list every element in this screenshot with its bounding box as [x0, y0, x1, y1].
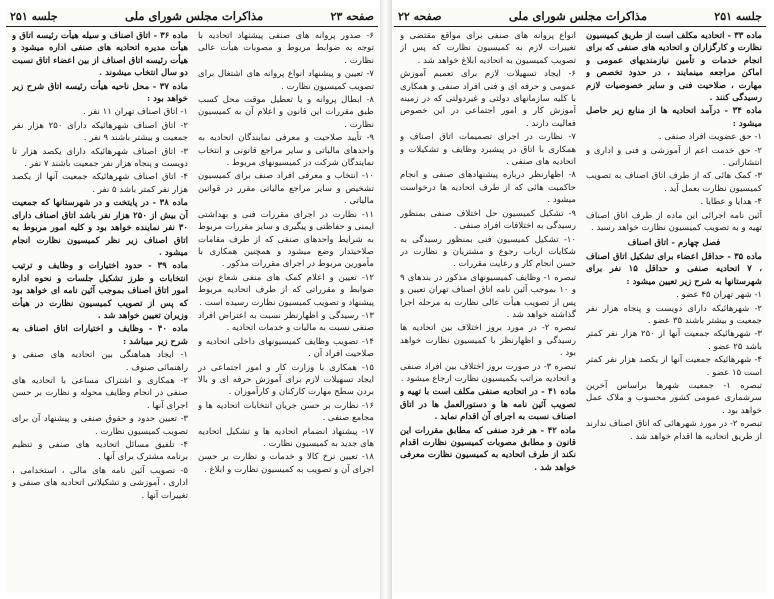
right-page [394, 8, 766, 593]
text-paragraph: ۱۷- پیشنهاد انضمام اتحادیه ها و تشکیل اتحادیه های جدید به کمیسیون نظارت . [198, 426, 374, 449]
book-gutter [380, 0, 392, 599]
text-paragraph: ۱۶- نظارت بر حسن جریان انتخابات اتحادیه ها و مجامع صنفی . [198, 400, 374, 424]
text-paragraph: ۱۱- نظارت در اجرای مقررات فنی و بهداشتی ایمنی و حفاظتی و پیگیری و سایر مقررات مربوط به شرایط واحدهای صنفی که از طرف مقامات صلاحیتدار وضع میشود و همچنین همکاری با مأمورین مربوط در اجرای مقررات مذکور . [198, 209, 374, 270]
text-paragraph: ۱- ایجاد هماهنگی بین اتحادیه های صنفی و راهنمائی صنوف . [12, 350, 188, 373]
text-paragraph: ۱- اتاق اصناف تهران ۱۱ نفر . [82, 107, 188, 118]
text-paragraph: تبصره ۱- وظایف کمیسیونهای مذکور در بندهای ۹ و ۱۰ بموجب آئین نامه اتاق اصناف تهران تعیین و پس از تصویب هیأت عالی نظارت به مرحله اجرا گذاشته خواهد شد . [400, 272, 576, 320]
text-paragraph: ۵- تصویب آئین نامه های مالی ، استخدامی ، اداری ، آموزشی و تشکیلاتی اتحادیه های صنفی و تغییرات آنها . [12, 465, 188, 501]
left-page-column-1 [198, 30, 374, 593]
text-paragraph: ۳- شهرهائیکه جمعیت آنها از ۲۵۰ هزار نفر کمتر باشد ۲۵ عضو . [586, 329, 762, 352]
text-paragraph: آئین نامه اجرائی این ماده از طرف اتاق اصناف تهیه و به تصویب کمیسیون نظارت خواهد رسید . [586, 210, 762, 234]
text-paragraph: ۷- نظارت در اجرای تصمیمات اتاق اصناف و همکاری با اتاق در پیشبرد وظایف و تشکیلات و اتحادیه های صنفی . [400, 132, 576, 168]
article-paragraph: ماده ۴۲ - هر فرد صنفی که مطابق مقررات این قانون و مطابق مصوبات کمیسیون نظارت اقدام نکند از طرف اتحادیه به کمیسیون نظارت معرفی خواهد شد . [400, 425, 576, 473]
article-paragraph: ماده ۳۴ - درآمد اتحادیه ها از منابع زیر حاصل میشود : [586, 106, 762, 129]
text-paragraph: ۳- کمک هائی که از طرف اتاق اصناف به تصویب کمیسیون نظارت بعمل آید . [586, 171, 762, 194]
article-paragraph: ماده ۳۶ - اتاق اصناف و سیله هیأت رئیسه اتاق و هیأت مدیره اتحادیه های صنفی اداره میشود و هیأت رئیسه اتاق اصناف از بین اعضاء اتاق نسبت دو سال انتخاب میشوند . [12, 31, 188, 79]
text-paragraph: ۲- شهرهائیکه دارای دویست و پنجاه هزار نفر جمعیت و بیشتر باشند ۳۵ عضو . [586, 303, 762, 326]
right-page-column-1 [586, 30, 762, 593]
left-page-header [6, 8, 378, 27]
right-page-number: صفحه ۲۲ [398, 9, 442, 23]
right-page-header [394, 8, 766, 27]
left-session-label: جلسه ۲۵۱ [10, 9, 58, 23]
text-paragraph: ۳- اتاق اصناف شهرهائیکه دارای یکصد هزار تا دویست و پنجاه هزار نفر جمعیت باشند ۷ نفر . [12, 146, 188, 170]
section-heading: فصل چهارم - اتاق اصناف [627, 237, 721, 248]
text-paragraph: ۱۰- انتخاب و معرفی افراد صنف برای کمیسیون تشخیص و سایر مراجع مالیاتی مقرر در قوانین مالیاتی . [198, 171, 374, 207]
article-paragraph: ماده ۳۵ - حداقل اعضاء برای تشکیل اتاق اصناف ، ۷ اتحادیه صنفی و حداقل ۱۵ نفر برای شهرستانها به شرح زیر تعیین میشود : [586, 251, 762, 287]
article-paragraph: ماده ۳۳ - اتحادیه مکلف است از طریق کمیسیون نظارت و کارگزاران و اتحادیه های صنفی که برای انجام خدمات و تأمین نیازمندیهای عمومی و اماکن مراجعه مینمایند ، در حدود تخصص و مهارت ، صلاحیت فنی و سایر خصوصیات لازم رسیدگی کنند . [586, 31, 762, 104]
text-paragraph: تبصره ۱- جمعیت شهرها براساس آخرین سرشماری عمومی کشور محسوب و ملاک عمل خواهد بود . [586, 380, 762, 416]
text-paragraph: ۴- اتاق اصناف شهرهائیکه جمعیت آنها از یکصد هزار نفر کمتر باشد ۵ نفر . [12, 172, 188, 195]
left-page-columns [6, 30, 378, 593]
text-paragraph: ۲- همکاری و اشتراک مساعی با اتحادیه های صنفی در انجام وظایف محوله و نظارت بر حسن اجرای آنها . [12, 375, 188, 411]
text-paragraph: تبصره ۲- در مورد بروز اختلاف بین اتحادیه ها رسیدگی و اظهارنظر با کمیسیون نظارت خواهد بود . [400, 323, 576, 359]
right-page-column-2 [400, 30, 576, 593]
text-paragraph: ۲- اتاق اصناف شهرهائیکه دارای ۲۵۰ هزار نفر جمعیت و بیشتر باشند ۹ نفر . [12, 120, 188, 144]
text-paragraph: ۷- تعیین و پیشنهاد انواع پروانه های اشتغال برای تصویب کمیسیون نظارت . [198, 69, 374, 92]
text-paragraph: ۱- شهر تهران ۴۵ عضو . [676, 290, 762, 301]
text-paragraph: ۸- اظهارنظر درباره پیشنهادهای صنفی و انجام حاکمیت هائی که از طرف اتحادیه ها درخواست میشود . [400, 170, 576, 206]
article-paragraph: ماده ۳۸ - در پایتخت و در شهرستانها که جمعیت آن بیش از ۲۵۰ هزار نفر باشد اتاق اصناف دارای ۳۰ نفر نماینده خواهد بود و کلیه امور مربوط به اتاق اصناف زیر نظر کمیسیون نظارت انجام میشود . [12, 198, 188, 258]
article-paragraph: ماده ۴۱ - در اتحادیه صنفی مکلف است با تهیه و تصویب آئین نامه ها و دستورالعمل ها در اتاق اصناف نسبت به اجرای آن اقدام نماید . [400, 387, 576, 423]
left-page [6, 8, 378, 593]
text-paragraph: ۴- هدایا و عطایا . [700, 197, 762, 208]
text-paragraph: ۸- ابطال پروانه و یا تعطیل موقت محل کسب طبق مقررات این قانون و اعلام آن به کمیسیون نظارت . [198, 95, 374, 130]
text-paragraph: ۱۵- همکاری با وزارت کار و امور اجتماعی در ایجاد تسهیلات لازم برای آموزش حرفه ای و بالا بردن سطح مهارت کارکنان و کارآموزان . [198, 362, 374, 398]
right-page-columns [394, 30, 766, 593]
text-paragraph: ۹- تشکیل کمیسیون حل اختلاف صنفی بمنظور رسیدگی به اختلافات افراد صنفی . [400, 208, 576, 232]
right-session-label: جلسه ۲۵۱ [714, 9, 762, 23]
text-paragraph: ۳- تعیین حدود و حقوق صنفی و پیشنهاد آن برای تصویب کمیسیون نظارت . [12, 414, 188, 437]
text-paragraph: ۱۳- رسیدگی و اظهارنظر نسبت به اعتراض افراد صنفی نسبت به مالیات و خدمات اتحادیه . [198, 310, 374, 334]
text-paragraph: ۱۸- تعیین نرخ کالا و خدمات و نظارت بر حسن اجرای آن و تصویب به کمیسیون نظارت و ابلاغ . [198, 452, 374, 475]
article-paragraph: ماده ۳۹ - حدود اختیارات و وظایف و ترتیب انتخابات و طرز تشکیل جلسات و نحوه اداره امور اتاق اصناف بموجب آئین نامه ای خواهد بود که پس از تصویب کمیسیون نظارت در هیأت وزیران تعیین خواهد شد . [12, 261, 188, 321]
text-paragraph: تبصره ۲- در مورد شهرهائی که اتاق اصناف ندارند از طریق اتحادیه ها اقدام خواهد شد . [586, 419, 762, 442]
right-journal-title: مذاکرات مجلس شورای ملی [508, 9, 648, 23]
left-page-number: صفحه ۲۳ [330, 9, 374, 23]
article-paragraph: ماده ۴۰ - وظایف و اختیارات اتاق اصناف به شرح زیر میباشد : [12, 324, 188, 347]
article-paragraph: ماده ۳۷ - محل ناحیه هیأت رئیسه اتاق شرح زیر خواهد بود : [12, 81, 188, 105]
text-paragraph: ۲- حق خدمت اعم از آموزشی و فنی و اداری و انتشاراتی . [586, 145, 762, 169]
text-paragraph: انواع پروانه های صنفی برای مواقع مقتضی و تغییرات لازم به کمیسیون نظارت که پس از تصویب کمیسیون به اتحادیه ابلاغ خواهد شد . [400, 31, 576, 66]
text-paragraph: ۶- ایجاد تسهیلات لازم برای تعمیم آموزش عمومی و حرفه ای و فنی افراد صنفی و همکاری با کلیه سازمانهای دولتی و غیردولتی که در زمینه آموزش کار و امور اجتماعی در این خصوص فعالیت دارند . [400, 69, 576, 129]
text-paragraph: ۶- صدور پروانه های صنفی پیشنهاد اتحادیه با توجه به ضوابط مربوط و مصوبات هیأت عالی نظارت . [198, 31, 374, 66]
text-paragraph: ۹- تأیید صلاحیت و معرفی نمایندگان اتحادیه به واحدهای مالیاتی و سایر مراجع قانونی و انتخاب نمایندگان شرکت در کمیسیونهای مربوط . [198, 133, 374, 169]
text-paragraph: ۴- شهرهائیکه جمعیت آنها از یکصد هزار نفر کمتر است ۱۵ عضو . [586, 355, 762, 378]
left-page-column-2 [12, 30, 188, 593]
left-journal-title: مذاکرات مجلس شورای ملی [124, 9, 264, 23]
text-paragraph: ۱۰- تشکیل کمیسیون فنی بمنظور رسیدگی به شکایات ارباب رجوع و مشتریان و نظارت در حسن انجام کار و رعایت مقررات . [400, 234, 576, 270]
text-paragraph: ۱۴- تصویب وظایف کمیسیونهای داخلی اتحادیه و صلاحیت افراد آن . [198, 336, 374, 360]
text-paragraph: ۴- تلفیق مسائل اتحادیه های صنفی و تنظیم برنامه مشترک برای آنها . [12, 440, 188, 463]
text-paragraph: ۱۲- تعیین و اعلام کمک های منفی شعاع نوین ضوابط و مقرراتی که از طرف اتحادیه مربوط پیشنهاد و تصویب کمیسیون نظارت رسیده است . [198, 272, 374, 308]
text-paragraph: ۱- حق عضویت افراد صنفی . [658, 132, 762, 143]
text-paragraph: تبصره ۳- در صورت بروز اختلاف بین افراد صنفی و اتحادیه مراتب بکمیسیون نظارت ارجاع میشود . [400, 361, 576, 384]
